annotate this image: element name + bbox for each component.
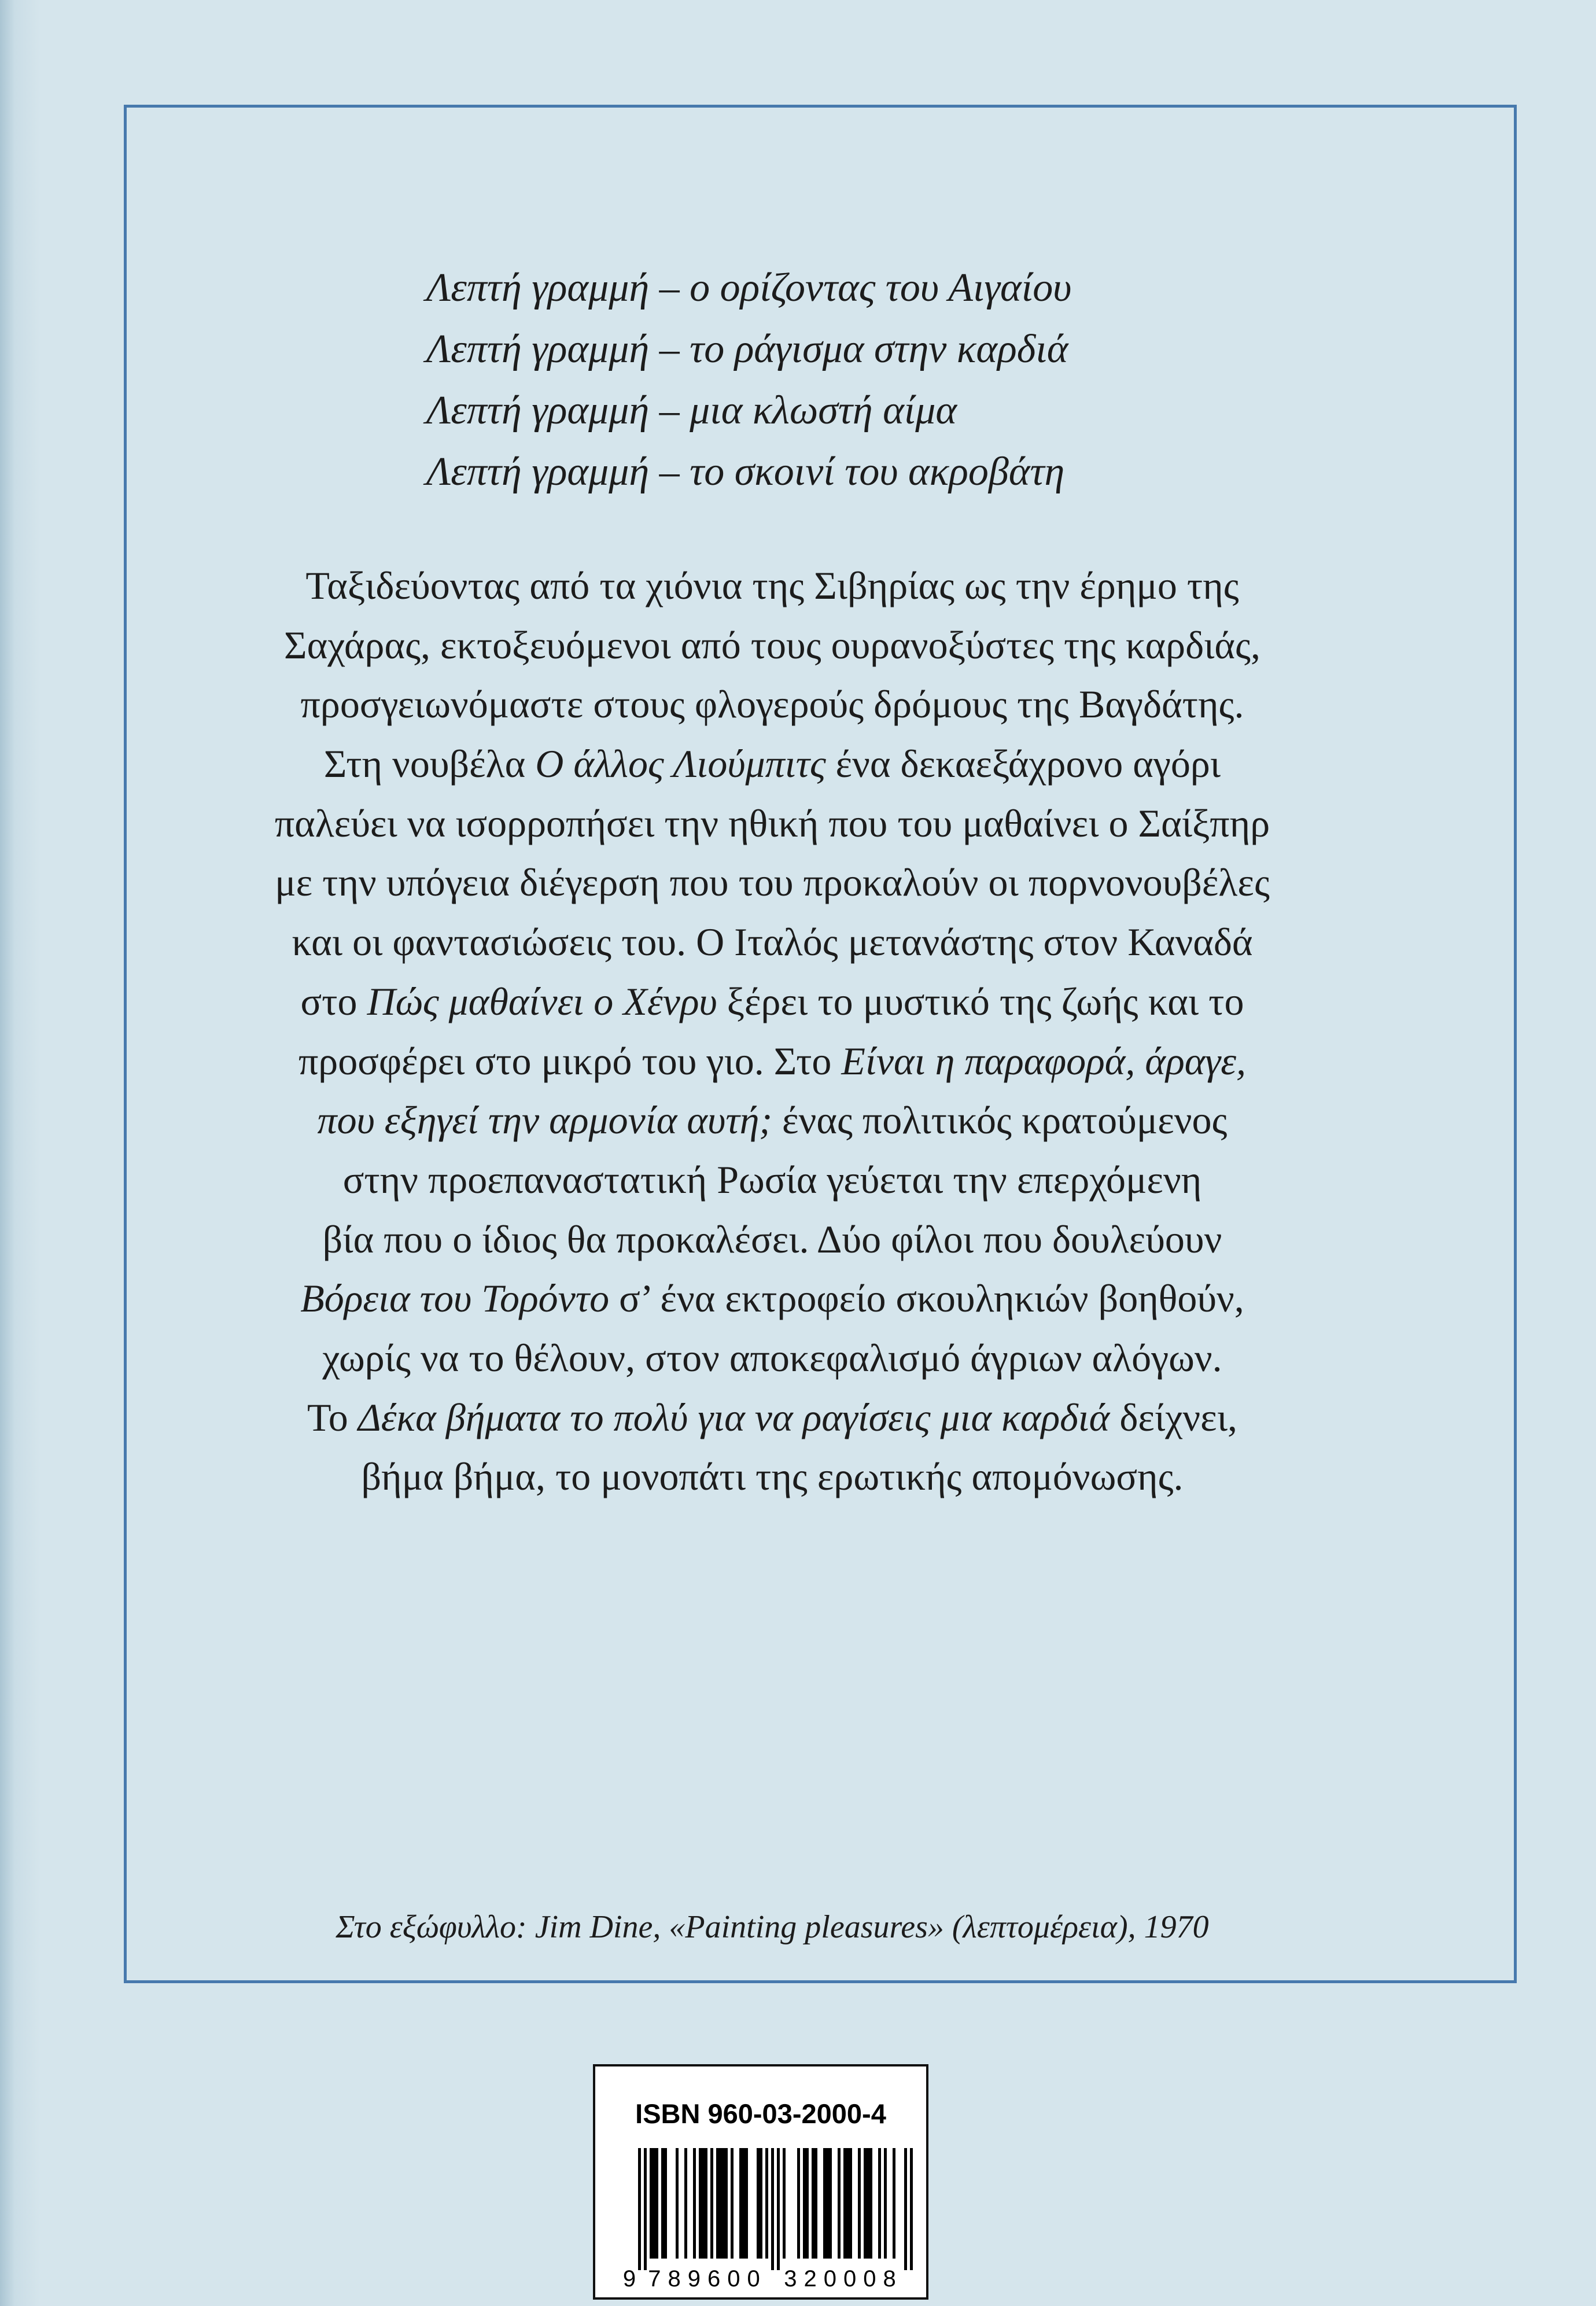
blurb-text: ένας πολιτικός κρατούμενος — [772, 1098, 1228, 1143]
barcode-first-digit: 9 — [622, 2266, 636, 2292]
barcode-bar — [884, 2148, 887, 2259]
blurb-text: Ταξιδεύοντας από τα χιόνια της Σιβηρίας ως την έρημο της — [305, 563, 1239, 607]
isbn-barcode-box — [593, 2064, 928, 2300]
blurb-text: Το — [307, 1395, 358, 1439]
barcode-bar — [765, 2148, 768, 2259]
barcode-bar — [684, 2148, 687, 2259]
blurb-line — [124, 556, 1421, 616]
story-title: Πώς μαθαίνει ο Χένρυ — [367, 979, 717, 1023]
poem-line: Λεπτή γραμμή – το ράγισμα στην καρδιά — [426, 327, 1068, 371]
story-title: Ο άλλος Λιούμπιτς — [535, 742, 826, 786]
blurb-text: βία που ο ίδιος θα προκαλέσει. Δύο φίλοι που δουλεύουν — [322, 1217, 1222, 1261]
blurb-line — [124, 794, 1421, 853]
blurb-text: βήμα βήμα, το μονοπάτι της ερωτικής απομόνωσης. — [361, 1454, 1184, 1499]
blurb-text: στο — [300, 979, 367, 1023]
poem-line: Λεπτή γραμμή – ο ορίζοντας του Αιγαίου — [426, 266, 1072, 310]
barcode-guard-bar — [644, 2148, 647, 2270]
barcode-bar — [739, 2148, 748, 2259]
story-title: Είναι η παραφορά, άραγε, — [841, 1038, 1247, 1083]
blurb-text: σ’ ένα εκτροφείο σκουληκιών βοηθούν, — [609, 1276, 1244, 1321]
blurb-text: Στη νουβέλα — [323, 742, 536, 786]
barcode-guard-bar — [777, 2148, 780, 2270]
barcode-bar — [731, 2148, 734, 2259]
blurb-line — [124, 1210, 1421, 1269]
barcode-bar — [661, 2148, 667, 2259]
barcode-bar — [803, 2148, 809, 2259]
blurb — [124, 556, 1421, 1506]
barcode-bar — [650, 2148, 658, 2259]
barcode-bar — [823, 2148, 832, 2259]
ean-barcode — [638, 2148, 913, 2272]
blurb-text: ξέρει το μυστικό της ζωής και το — [717, 979, 1244, 1023]
story-title: Δέκα βήματα το πολύ για να ραγίσεις μια καρδιά — [357, 1395, 1110, 1439]
poem — [426, 257, 1071, 503]
blurb-text: προσγειωνόμαστε στους φλογερούς δρόμους της Βαγδάτης. — [300, 682, 1244, 727]
barcode-bar — [693, 2148, 696, 2259]
barcode-bar — [783, 2148, 786, 2259]
blurb-text: δείχνει, — [1110, 1395, 1238, 1439]
barcode-right-digits: 320008 — [784, 2266, 903, 2292]
blurb-line — [124, 853, 1421, 912]
poem-line: Λεπτή γραμμή – το σκοινί του ακροβάτη — [426, 450, 1065, 494]
poem-line: Λεπτή γραμμή – μια κλωστή αίμα — [426, 388, 957, 433]
barcode-left-digits: 789600 — [648, 2266, 767, 2292]
barcode-bar — [710, 2148, 713, 2259]
blurb-line — [124, 972, 1421, 1032]
blurb-line — [124, 1447, 1421, 1506]
blurb-text: ένα δεκαεξάχρονο αγόρι — [825, 742, 1221, 786]
cover-art-caption: Στο εξώφυλλο: Jim Dine, «Painting pleasures» (λεπτομέρεια), 1970 — [336, 1909, 1209, 1945]
barcode-bar — [893, 2148, 895, 2259]
blurb-line — [124, 1032, 1421, 1091]
barcode-bar — [864, 2148, 872, 2259]
blurb-line — [124, 1388, 1421, 1447]
barcode-bar — [676, 2148, 679, 2259]
barcode-bar — [757, 2148, 762, 2259]
story-title: που εξηγεί την αρμονία αυτή; — [317, 1098, 773, 1143]
blurb-text: προσφέρει στο μικρό του γιο. Στο — [298, 1038, 842, 1083]
blurb-text: χωρίς να το θέλουν, στον αποκεφαλισμό άγριων αλόγων. — [322, 1335, 1222, 1380]
isbn-label: ISBN 960-03-2000-4 — [635, 2098, 886, 2129]
story-title: Βόρεια του Τορόντο — [300, 1276, 610, 1321]
blurb-line — [124, 912, 1421, 972]
blurb-text: παλεύει να ισορροπήσει την ηθική που του μαθαίνει ο Σαίξπηρ — [274, 801, 1270, 845]
barcode-guard-bar — [638, 2148, 641, 2270]
barcode-guard-bar — [910, 2148, 913, 2270]
blurb-line — [124, 1150, 1421, 1210]
blurb-line — [124, 1328, 1421, 1388]
barcode-bar — [878, 2148, 881, 2259]
blurb-text: Σαχάρας, εκτοξευόμενοι από τους ουρανοξύστες της καρδιάς, — [284, 622, 1260, 667]
blurb-text: και οι φαντασιώσεις του. Ο Ιταλός μετανάστης στον Καναδά — [292, 920, 1253, 964]
barcode-bar — [812, 2148, 817, 2259]
blurb-text: στην προεπαναστατική Ρωσία γεύεται την επερχόμενη — [342, 1157, 1202, 1202]
barcode-bar — [838, 2148, 841, 2259]
blurb-line — [124, 1091, 1421, 1150]
blurb-line — [124, 1269, 1421, 1328]
barcode-bar — [716, 2148, 728, 2259]
blurb-line — [124, 734, 1421, 794]
barcode-guard-bar — [904, 2148, 907, 2270]
barcode-bar — [858, 2148, 861, 2259]
barcode-guard-bar — [771, 2148, 774, 2270]
blurb-line — [124, 675, 1421, 734]
blurb-text: με την υπόγεια διέγερση που του προκαλούν οι πορνονουβέλες — [275, 860, 1270, 905]
blurb-line — [124, 616, 1421, 675]
barcode-bar — [699, 2148, 707, 2259]
barcode-bar — [797, 2148, 800, 2259]
barcode-bar — [843, 2148, 852, 2259]
